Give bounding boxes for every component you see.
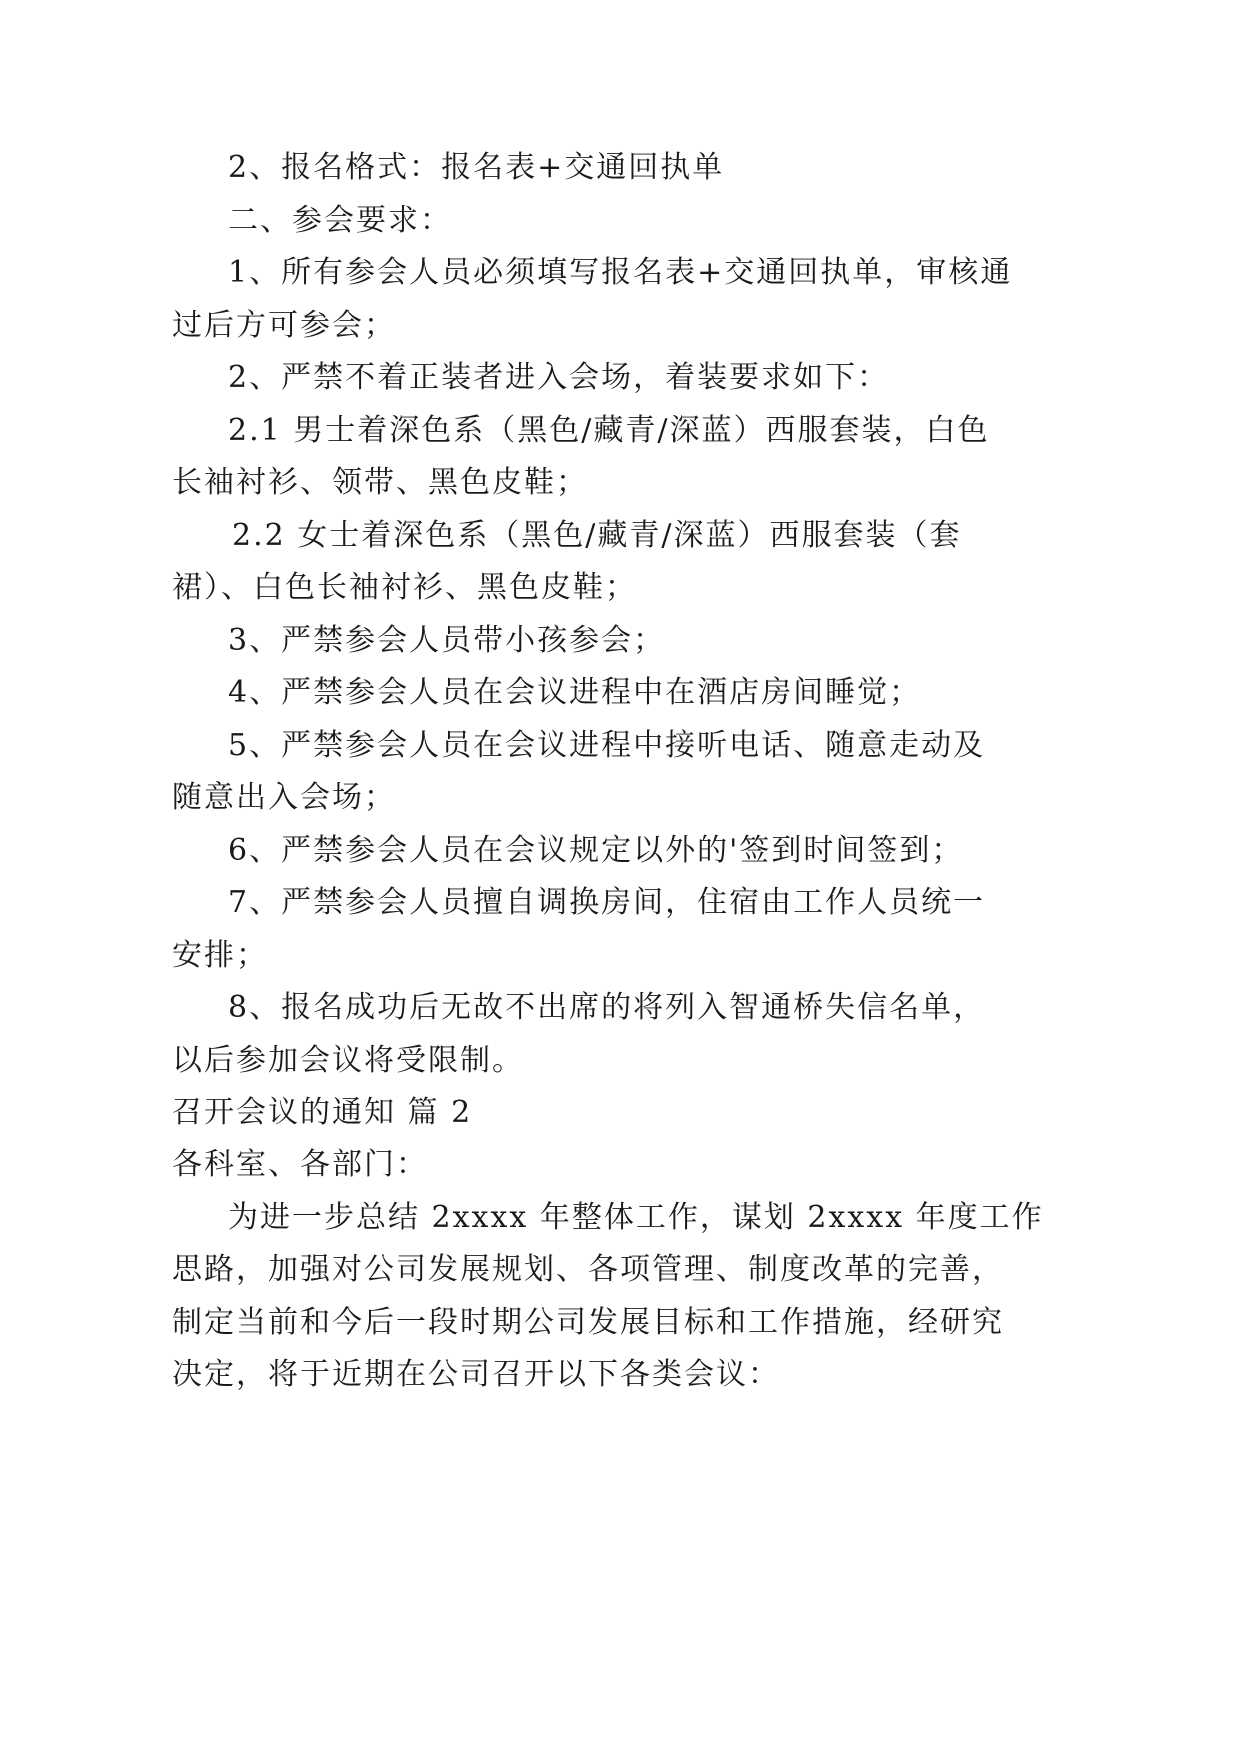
doc-line-6: 2.1 男士着深色系（黑色/藏青/深蓝）西服套装，白色: [228, 413, 990, 448]
doc-line-11: 4、严禁参会人员在会议进程中在酒店房间睡觉；: [228, 675, 922, 710]
section-heading: 召开会议的通知 篇 2: [172, 1095, 473, 1130]
doc-line-3: 1、所有参会人员必须填写报名表+交通回执单，审核通: [228, 255, 1013, 290]
doc-line-4: 过后方可参会；: [172, 308, 396, 343]
doc-line-16: 安排；: [172, 938, 268, 973]
doc-line-salutation: 各科室、各部门：: [172, 1147, 428, 1182]
doc-line-8: 2.2 女士着深色系（黑色/藏青/深蓝）西服套装（套: [232, 518, 962, 553]
doc-line-21: 为进一步总结 2xxxx 年整体工作，谋划 2xxxx 年度工作: [228, 1200, 1044, 1235]
doc-line-5: 2、严禁不着正装者进入会场，着装要求如下：: [228, 360, 890, 395]
doc-line-23: 制定当前和今后一段时期公司发展目标和工作措施，经研究: [172, 1305, 1004, 1340]
doc-line-10: 3、严禁参会人员带小孩参会；: [228, 623, 666, 658]
doc-line-18: 以后参加会议将受限制。: [172, 1043, 524, 1078]
doc-line-22: 思路，加强对公司发展规划、各项管理、制度改革的完善，: [172, 1252, 1004, 1287]
doc-line-13: 随意出入会场；: [172, 780, 396, 815]
doc-line-24: 决定，将于近期在公司召开以下各类会议：: [172, 1357, 780, 1392]
doc-line-2: 二、参会要求：: [228, 203, 452, 238]
doc-line-14: 6、严禁参会人员在会议规定以外的'签到时间签到；: [228, 833, 964, 868]
doc-line-9: 裙）、白色长袖衬衫、黑色皮鞋；: [172, 570, 637, 605]
doc-line-7: 长袖衬衫、领带、黑色皮鞋；: [172, 465, 588, 500]
doc-line-12: 5、严禁参会人员在会议进程中接听电话、随意走动及: [228, 728, 986, 763]
doc-line-17: 8、报名成功后无故不出席的将列入智通桥失信名单，: [228, 990, 986, 1025]
doc-line-1: 2、报名格式：报名表+交通回执单: [228, 150, 725, 185]
doc-line-15: 7、严禁参会人员擅自调换房间，住宿由工作人员统一: [228, 885, 986, 920]
